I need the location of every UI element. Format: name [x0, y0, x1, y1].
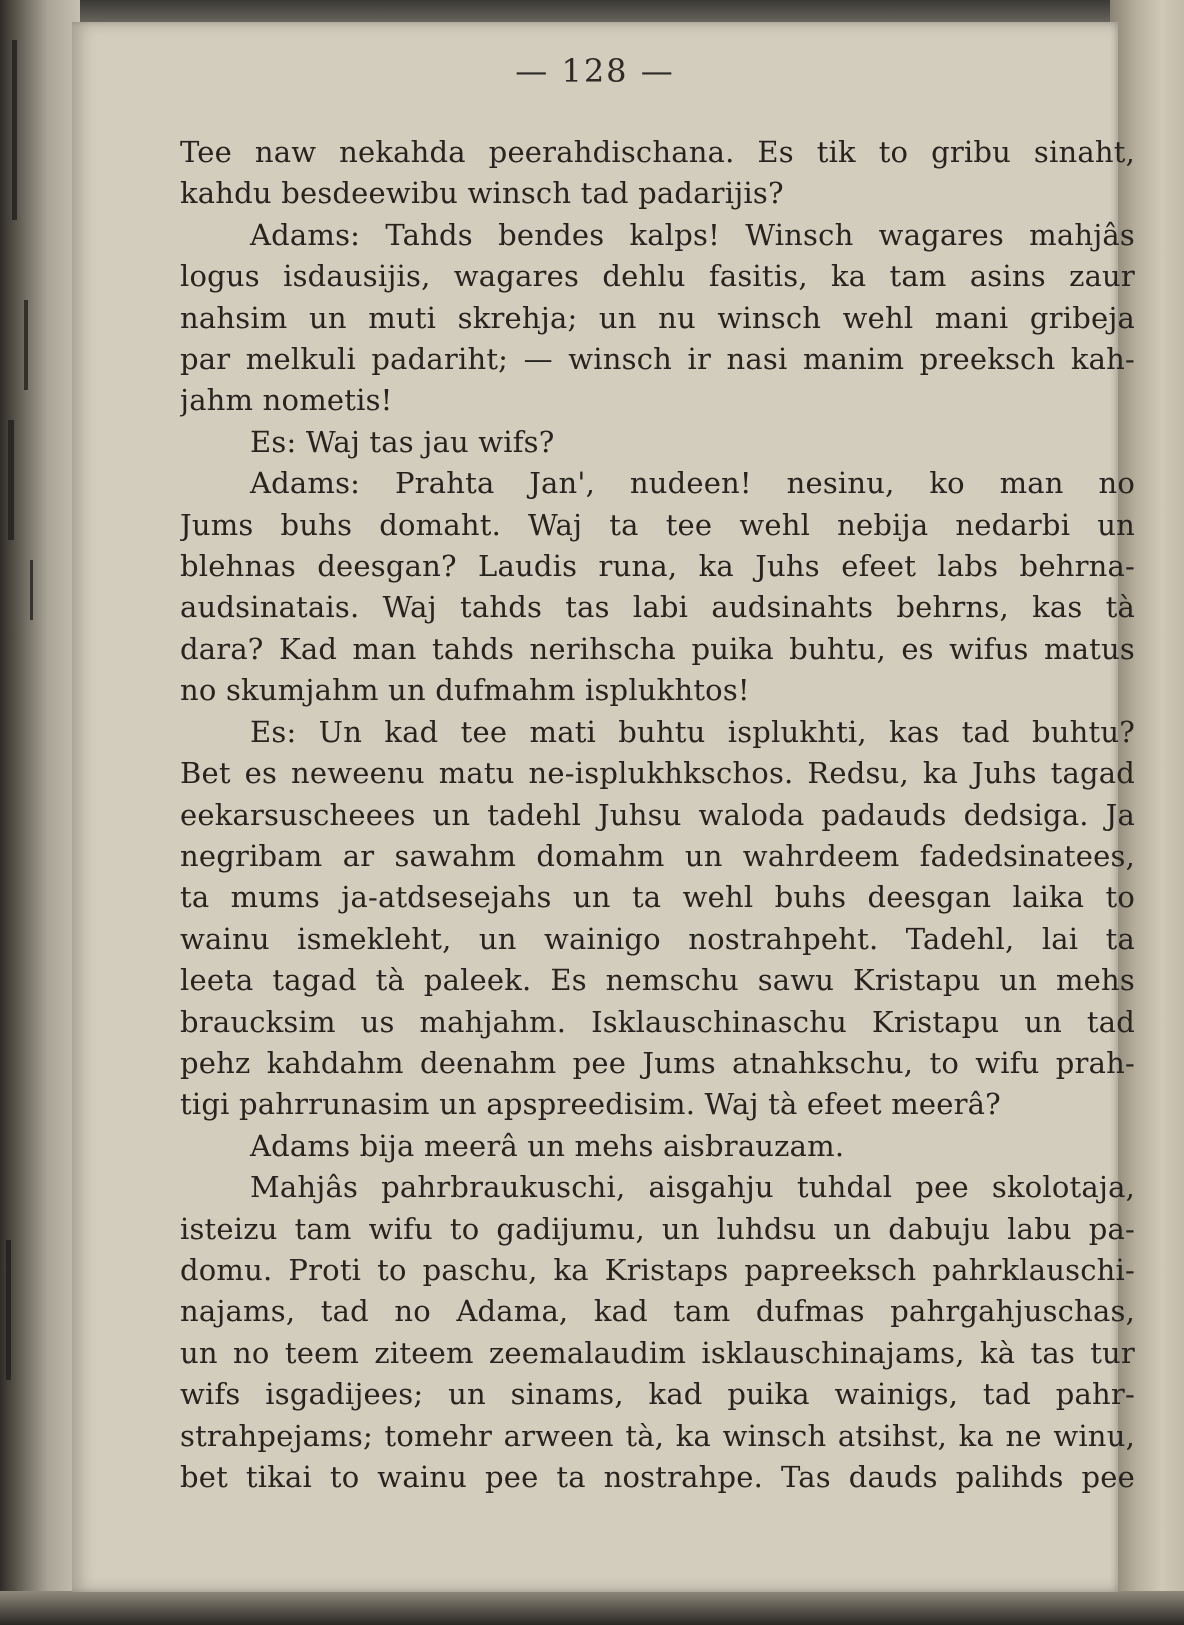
text-line: leeta tagad tà paleek. Es nemschu sawu Kristapu un mehs	[180, 963, 1135, 998]
text-line: tigi pahrrunasim un apspreedisim. Waj tà efeet meerâ?	[180, 1087, 1001, 1122]
text-line: jahm nometis!	[180, 383, 393, 418]
text-line: Adams bija meerâ un mehs aisbrauzam.	[250, 1128, 845, 1163]
text-line: par melkuli padariht; — winsch ir nasi manim preeksch kah-	[180, 342, 1135, 377]
text-line: braucksim us mahjahm. Isklauschinaschu Kristapu un tad	[180, 1004, 1135, 1039]
text-line: bet tikai to wainu pee ta nostrahpe. Tas dauds palihds pee	[180, 1460, 1135, 1494]
text-line: negribam ar sawahm domahm un wahrdeem fadedsinatees,	[180, 838, 1135, 873]
text-line: eekarsuscheees un tadehl Juhsu waloda padauds dedsiga. Ja	[180, 797, 1135, 832]
book-spine-edge	[0, 0, 80, 1625]
text-line: wifs isgadijees; un sinams, kad puika wainigs, tad pahr-	[180, 1377, 1135, 1412]
text-line: Bet es neweenu matu ne-isplukhkschos. Redsu, ka Juhs tagad	[180, 756, 1135, 791]
text-line: ta mums ja-atdsesejahs un ta wehl buhs deesgan laika to	[180, 880, 1135, 915]
text-line: pehz kahdahm deenahm pee Jums atnahkschu, to wifu prah-	[180, 1045, 1135, 1080]
text-line: dara? Kad man tahds nerihscha puika buhtu, es wifus matus	[180, 631, 1135, 666]
text-line: un no teem ziteem zeemalaudim isklauschinajams, kà tas tur	[180, 1335, 1135, 1370]
text-line: domu. Proti to paschu, ka Kristaps papreeksch pahrklauschi-	[180, 1252, 1135, 1287]
body-text	[180, 132, 1135, 1552]
scan-bottom-border	[0, 1591, 1184, 1625]
text-line: kahdu besdeewibu winsch tad padarijis?	[180, 176, 784, 211]
text-line: Es: Un kad tee mati buhtu isplukhti, kas tad buhtu?	[250, 714, 1135, 749]
text-line: strahpejams; tomehr arween tà, ka winsch atsihst, ka ne winu,	[180, 1418, 1135, 1453]
text-line: Es: Waj tas jau wifs?	[250, 424, 555, 459]
text-line: Adams: Tahds bendes kalps! Winsch wagares mahjâs	[250, 217, 1135, 252]
text-line: Mahjâs pahrbraukuschi, aisgahju tuhdal pee skolotaja,	[250, 1170, 1135, 1205]
text-line: Jums buhs domaht. Waj ta tee wehl nebija nedarbi un	[180, 507, 1135, 542]
text-line: wainu ismekleht, un wainigo nostrahpeht. Tadehl, lai ta	[180, 921, 1135, 956]
text-line: logus isdausijis, wagares dehlu fasitis, ka tam asins zaur	[180, 259, 1135, 294]
text-line: najams, tad no Adama, kad tam dufmas pahrgahjuschas,	[180, 1294, 1135, 1329]
book-page	[72, 22, 1135, 1592]
text-line: isteizu tam wifu to gadijumu, un luhdsu un dabuju labu pa-	[180, 1211, 1135, 1246]
text-line: Adams: Prahta Jan', nudeen! nesinu, ko man no	[250, 466, 1135, 501]
text-line: no skumjahm un dufmahm isplukhtos!	[180, 673, 750, 708]
text-line: nahsim un muti skrehja; un nu winsch wehl mani gribeja	[180, 300, 1135, 335]
page-number: — 128 —	[515, 52, 675, 90]
text-line: audsinatais. Waj tahds tas labi audsinahts behrns, kas tà	[180, 590, 1135, 625]
text-line: blehnas deesgan? Laudis runa, ka Juhs efeet labs behrna-	[180, 549, 1135, 584]
text-line: Tee naw nekahda peerahdischana. Es tik to gribu sinaht,	[180, 135, 1135, 169]
